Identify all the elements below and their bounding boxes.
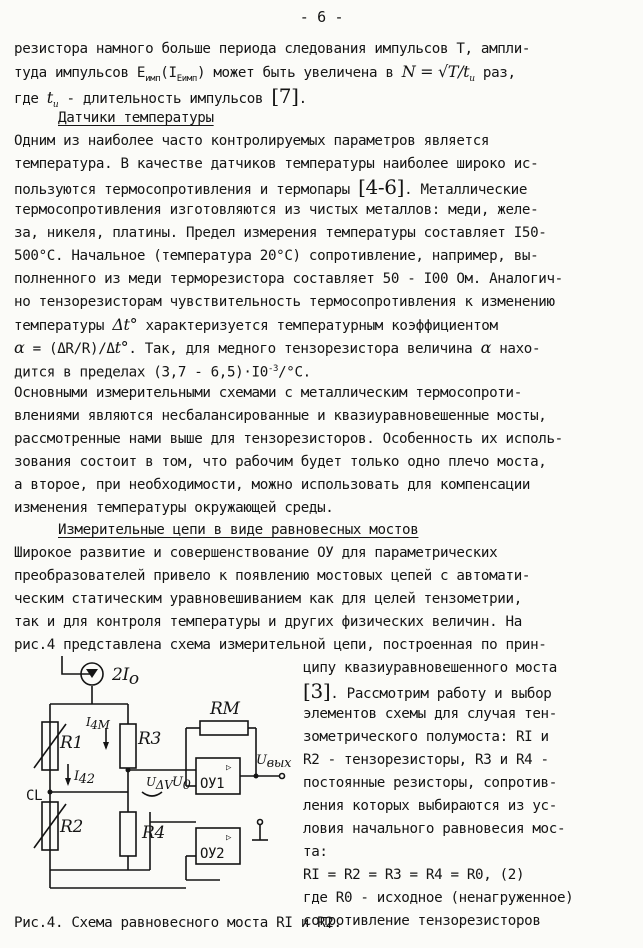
svg-text:ОУ1: ОУ1: [200, 776, 225, 792]
figure-caption: Рис.4. Схема равновесного моста RI и R2.: [14, 915, 342, 931]
text-line: изменения температуры окружающей среды.: [14, 500, 334, 516]
section-heading: Измерительные цепи в виде равновесных мостов: [58, 522, 419, 538]
opamp-ou1: [196, 758, 240, 794]
resistor-r1: [34, 722, 83, 770]
text-line: где R0 - исходное (ненагруженное): [303, 890, 574, 906]
text-line: ческим статическим уравновешиванием как для целей тензометрии,: [14, 591, 522, 607]
svg-text:R3: R3: [138, 729, 161, 749]
bridge-circuit-diagram: [20, 644, 295, 906]
text-line: постоянные резисторы, сопротив-: [303, 775, 557, 791]
text-line: где $t_u$ - длительность импульсов [7].: [14, 84, 307, 111]
text-line: α = (ΔR/R)/Δt°. Так, для медного тензорезистора величина α нахо-: [14, 338, 541, 357]
equation: RI = R2 = R3 = R4 = R0, (2): [303, 867, 525, 883]
text-line: а второе, при необходимости, можно использовать для компенсации: [14, 477, 531, 493]
text-line: элементов схемы для случая тен-: [303, 706, 557, 722]
text-line: рис.4 представлена схема измерительной цепи, построенная по прин-: [14, 637, 547, 653]
svg-text:R4: R4: [142, 823, 165, 843]
text-line: зования состоит в том, что рабочим будет только одно плечо моста,: [14, 454, 547, 470]
text-line: ловия начального равновесия мос-: [303, 821, 566, 837]
text-line: сопротивление тензорезисторов: [303, 913, 541, 929]
resistor-r3: [120, 724, 161, 768]
formula: $N = √T/t_u$: [401, 62, 475, 85]
uout-label: Uвых: [256, 753, 292, 771]
svg-text:I42: I42: [74, 769, 95, 787]
resistor-r4: [120, 812, 165, 856]
ground-symbol: [252, 820, 268, 841]
text-line: [3]. Рассмотрим работу и выбор: [303, 679, 552, 703]
text-line: так и для контроля температуры и других физических величин. На: [14, 614, 522, 630]
text-line: Основными измерительными схемами с металлическим термосопроти-: [14, 385, 522, 401]
section-heading: Датчики температуры: [58, 110, 214, 126]
text-line: дится в пределах $(3,7 - 6,5)\cdot I0^{-3}/^\circ C$.: [14, 364, 311, 381]
formula: $t_u$: [46, 88, 59, 111]
text-line: ципу квазиуравновешенного моста: [303, 660, 557, 676]
svg-text:R1: R1: [60, 733, 83, 753]
text-line: температуры Δt° характеризуется температурным коэффициентом: [14, 315, 498, 334]
text-line: пользуются термосопротивления и термопары [4-6]. Металлические: [14, 175, 528, 199]
text-line: 500°C. Начальное (температура 20°C) сопротивление, например, вы-: [14, 248, 539, 264]
current-source-symbol: [62, 656, 139, 704]
u-delta-label: UΔV: [146, 775, 173, 792]
page-number: - 6 -: [299, 8, 344, 26]
text-line: ления которых выбираются из ус-: [303, 798, 557, 814]
u-delta-arc: [142, 792, 162, 796]
svg-text:RM: RM: [210, 699, 240, 719]
text-line: зометрического полумоста: RI и: [303, 729, 549, 745]
text-line: за, никеля, платины. Предел измерения температуры составляет I50-: [14, 225, 547, 241]
text-line: та:: [303, 844, 328, 860]
text-line: R2 - тензорезисторы, R3 и R4 -: [303, 752, 549, 768]
text-line: преобразователей привело к появлению мостовых цепей с автомати-: [14, 568, 531, 584]
u0-label: U0: [172, 775, 191, 793]
svg-text:R2: R2: [60, 817, 83, 837]
resistor-r2: [34, 802, 83, 850]
text-line: полненного из меди терморезистора составляет 50 - I00 Ом. Аналогич-: [14, 271, 563, 287]
svg-text:ОУ2: ОУ2: [200, 846, 225, 862]
text-line: туда импульсов $E_{имп}(I_{Eимп})$ может быть увеличена в $N = √T/t_u$ раз,: [14, 62, 516, 85]
text-line: Одним из наиболее часто контролируемых параметров является: [14, 133, 490, 149]
svg-text:▷: ▷: [226, 833, 232, 843]
text-line: температура. В качестве датчиков температуры наиболее широко ис-: [14, 156, 539, 172]
text-line: влениями являются несбалансированные и квазиуравновешенные мосты,: [14, 408, 547, 424]
text-line: но тензорезисторам чувствительность термосопротивления к изменению: [14, 294, 555, 310]
current-i42-arrow: [65, 764, 95, 787]
text-line: резистора намного больше периода следования импульсов Т, ампли-: [14, 41, 531, 57]
resistor-rm: [200, 699, 248, 735]
source-label: 2Io: [112, 665, 139, 689]
cl-label: CL: [26, 788, 43, 804]
text-line: Широкое развитие и совершенствование ОУ для параметрических: [14, 545, 498, 561]
opamp-ou2: [196, 828, 240, 864]
current-i4m-arrow: [85, 715, 111, 750]
text-line: термосопротивления изготовляются из чистых металлов: меди, желе-: [14, 202, 539, 218]
text-line: рассмотренные нами выше для тензорезисторов. Особенность их исполь-: [14, 431, 563, 447]
svg-text:I4M: I4M: [86, 715, 110, 732]
svg-text:▷: ▷: [226, 763, 232, 773]
